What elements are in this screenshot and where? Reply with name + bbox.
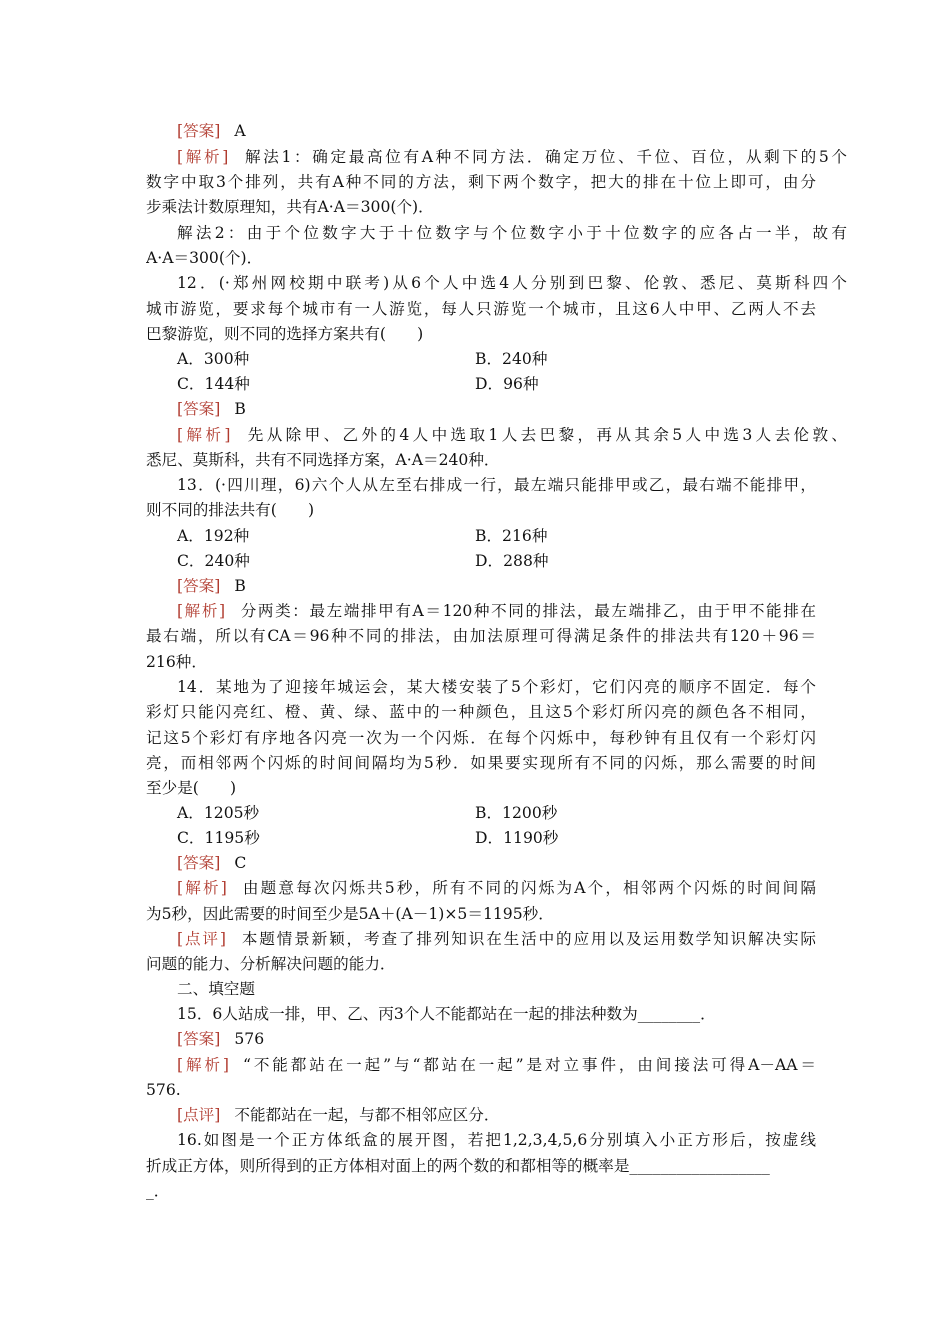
text-line: _．: [146, 1182, 170, 1200]
comment-tag: [点评]: [177, 930, 226, 948]
analysis-tag: [解析]: [177, 426, 231, 444]
text-line: 数字中取3个排列，共有A种不同的方法，剩下两个数字，把大的排在十位上即可，由分: [146, 173, 816, 191]
text-line: 576.: [146, 1081, 181, 1099]
option-b: B．1200秒: [475, 804, 558, 822]
option-a: A．300种: [177, 350, 250, 368]
option-row: [0, 801, 950, 826]
question-15: 15．6人站成一排，甲、乙、丙3个人不能都站在一起的排法种数为________．: [177, 1005, 716, 1023]
analysis-line: [解析] 由题意每次闪烁共5秒，所有不同的闪烁为A个，相邻两个闪烁的时间间隔: [177, 879, 816, 897]
question-16: 16.如图是一个正方体纸盒的展开图，若把1,2,3,4,5,6分别填入小正方形后，按虚线: [177, 1131, 816, 1149]
text-line: 问题的能力、分析解决问题的能力．: [146, 955, 396, 973]
text-line: 悉尼、莫斯科，共有不同选择方案，A·A＝240种．: [146, 451, 500, 469]
option-d: D．288种: [475, 552, 549, 570]
answer-line: [答案] B: [177, 400, 246, 418]
option-b: B．240种: [475, 350, 548, 368]
text-line: A·A＝300(个)．: [146, 249, 263, 267]
analysis-line: [解析] 先从除甲、乙外的4人中选取1人去巴黎，再从其余5人中选3人去伦敦、: [177, 426, 847, 444]
analysis-tag: [解析]: [177, 879, 227, 897]
option-b: B．216种: [475, 527, 548, 545]
option-row: [0, 524, 950, 549]
analysis-tag: [解析]: [177, 1056, 229, 1074]
text-line: 解法2：由于个位数字大于十位数字与个位数字小于十位数字的应各占一半，故有: [177, 224, 847, 242]
comment-tag: [点评]: [177, 1106, 221, 1124]
option-row: [0, 549, 950, 574]
text-line: 最右端，所以有CA＝96种不同的排法，由加法原理可得满足条件的排法共有120＋96＝: [146, 627, 816, 645]
text-line: 则不同的排法共有( ): [146, 501, 315, 519]
answer-tag: [答案]: [177, 854, 221, 872]
analysis-tag: [解析]: [177, 602, 226, 620]
text-line: 亮，而相邻两个闪烁的时间间隔均为5秒．如果要实现所有不同的闪烁，那么需要的时间: [146, 754, 816, 772]
analysis-line: [解析] 分两类：最左端排甲有A＝120种不同的排法，最左端排乙，由于甲不能排在: [177, 602, 816, 620]
text-line: 巴黎游览，则不同的选择方案共有( ): [146, 325, 424, 343]
answer-line: [答案] A: [177, 122, 246, 140]
text-line: 步乘法计数原理知，共有A·A＝300(个)．: [146, 198, 434, 216]
section-heading: 二、填空题: [177, 980, 255, 998]
answer-line: [答案] 576: [177, 1030, 265, 1048]
option-d: D．1190秒: [475, 829, 559, 847]
text-line: 折成正方体，则所得到的正方体相对面上的两个数的和都相等的概率是__________________: [146, 1157, 770, 1175]
option-c: C．1195秒: [177, 829, 260, 847]
text-line: 城市游览，要求每个城市有一人游览，每人只游览一个城市，且这6人中甲、乙两人不去: [146, 300, 816, 318]
option-d: D．96种: [475, 375, 539, 393]
comment-line: [点评] 本题情景新颖，考查了排列知识在生活中的应用以及运用数学知识解决实际: [177, 930, 816, 948]
text-line: 记这5个彩灯有序地各闪亮一次为一个闪烁．在每个闪烁中，每秒钟有且仅有一个彩灯闪: [146, 729, 816, 747]
option-row: [0, 347, 950, 372]
option-c: C．240种: [177, 552, 250, 570]
answer-line: [答案] B: [177, 577, 246, 595]
text-line: 为5秒，因此需要的时间至少是5A＋(A－1)×5＝1195秒．: [146, 905, 554, 923]
answer-tag: [答案]: [177, 400, 221, 418]
comment-line: [点评] 不能都站在一起，与都不相邻应区分．: [177, 1106, 500, 1124]
option-row: [0, 372, 950, 397]
text-line: 彩灯只能闪亮红、橙、黄、绿、蓝中的一种颜色，且这5个彩灯所闪亮的颜色各不相同，: [146, 703, 816, 721]
answer-tag: [答案]: [177, 1030, 221, 1048]
answer-tag: [答案]: [177, 577, 221, 595]
option-a: A．192种: [177, 527, 250, 545]
analysis-line: [解析] 解法1：确定最高位有A种不同方法．确定万位、千位、百位，从剩下的5个: [177, 148, 847, 166]
option-c: C．144种: [177, 375, 250, 393]
analysis-tag: [解析]: [177, 148, 229, 166]
question-13: 13．(·四川理，6)六个人从左至右排成一行，最左端只能排甲或乙，最右端不能排甲，: [177, 476, 816, 494]
answer-line: [答案] C: [177, 854, 247, 872]
option-a: A．1205秒: [177, 804, 260, 822]
text-line: 至少是( ): [146, 779, 237, 797]
analysis-line: [解析] “不能都站在一起”与“都站在一起”是对立事件，由间接法可得A－AA＝: [177, 1056, 816, 1074]
answer-tag: [答案]: [177, 122, 221, 140]
question-14: 14．某地为了迎接年城运会，某大楼安装了5个彩灯，它们闪亮的顺序不固定．每个: [177, 678, 816, 696]
option-row: [0, 826, 950, 851]
text-line: 216种．: [146, 653, 207, 671]
question-12: 12．(·郑州网校期中联考)从6个人中选4人分别到巴黎、伦敦、悉尼、莫斯科四个: [177, 274, 847, 292]
